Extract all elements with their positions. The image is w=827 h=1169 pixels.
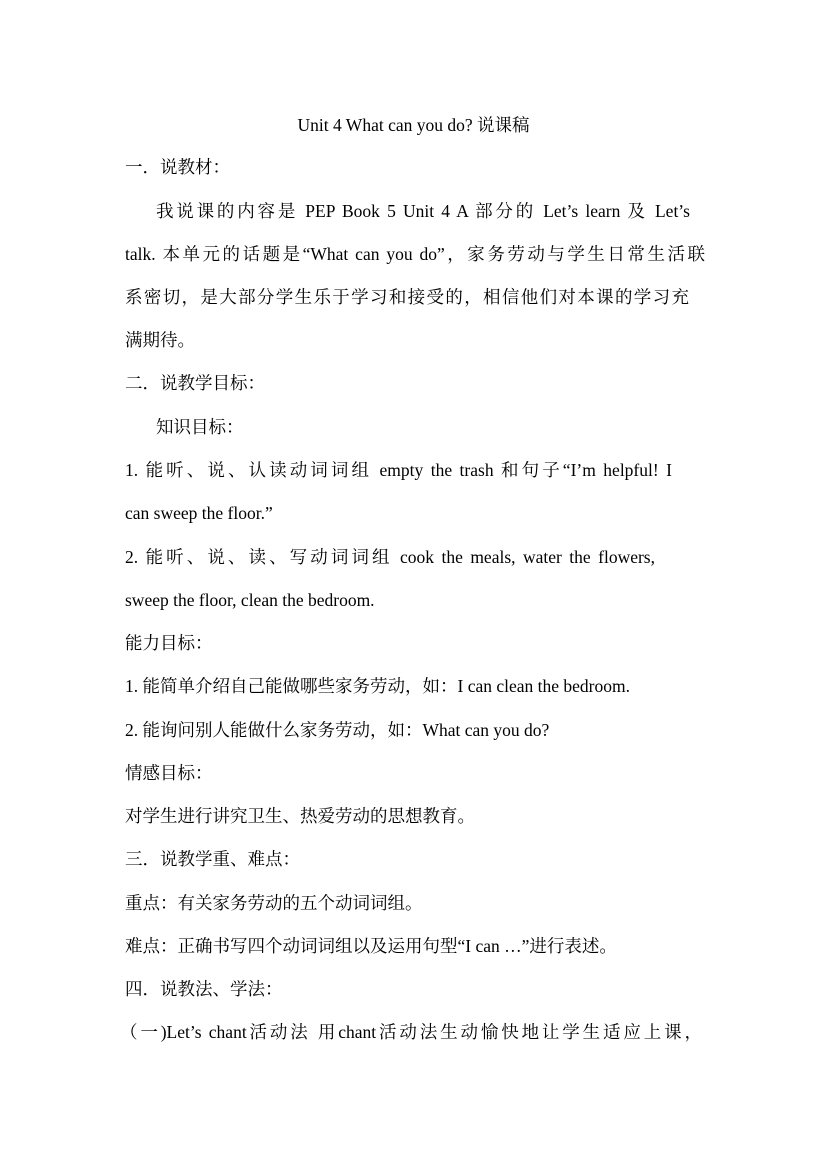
subheading-knowledge-goals: 知识目标： [156,417,244,437]
list-item: 2. 能听、说、读、写动词词组 cook the meals, water the flowers, [125,547,655,567]
subheading-emotional-goals: 情感目标： [125,763,213,783]
paragraph-line: （一)Let’s chant活动法 用chant活动法生动愉快地让学生适应上课， [120,1022,702,1042]
paragraph-line: 我说课的内容是 PEP Book 5 Unit 4 A 部分的 Let’s learn 及 Let’s [156,201,690,221]
list-item-continuation: can sweep the floor.” [125,503,273,523]
paragraph-line: 系密切，是大部分学生乐于学习和接受的，相信他们对本课的学习充 [125,287,689,307]
document-title: Unit 4 What can you do? 说课稿 [297,115,530,135]
paragraph-line: 满期待。 [125,330,195,350]
paragraph-line: 对学生进行讲究卫生、热爱劳动的思想教育。 [125,806,475,826]
subheading-ability-goals: 能力目标： [125,633,213,653]
paragraph-line: 重点：有关家务劳动的五个动词词组。 [125,893,423,913]
list-item: 2. 能询问别人能做什么家务劳动，如：What can you do? [125,720,550,740]
section-heading-teaching-methods: 四．说教法、学法： [125,979,283,999]
section-heading-key-points: 三．说教学重、难点： [125,849,300,869]
section-heading-teaching-material: 一．说教材： [125,157,230,177]
section-heading-teaching-goals: 二．说教学目标： [125,373,265,393]
list-item: 1. 能简单介绍自己能做哪些家务劳动，如：I can clean the bedroom. [125,676,630,696]
list-item: 1. 能听、说、认读动词词组 empty the trash 和句子“I’m helpful! I [125,460,672,480]
paragraph-line: 难点：正确书写四个动词词组以及运用句型“I can …”进行表述。 [125,936,617,956]
list-item-continuation: sweep the floor, clean the bedroom. [125,590,375,610]
paragraph-line: talk. 本单元的话题是“What can you do”，家务劳动与学生日常生活联 [125,244,705,264]
